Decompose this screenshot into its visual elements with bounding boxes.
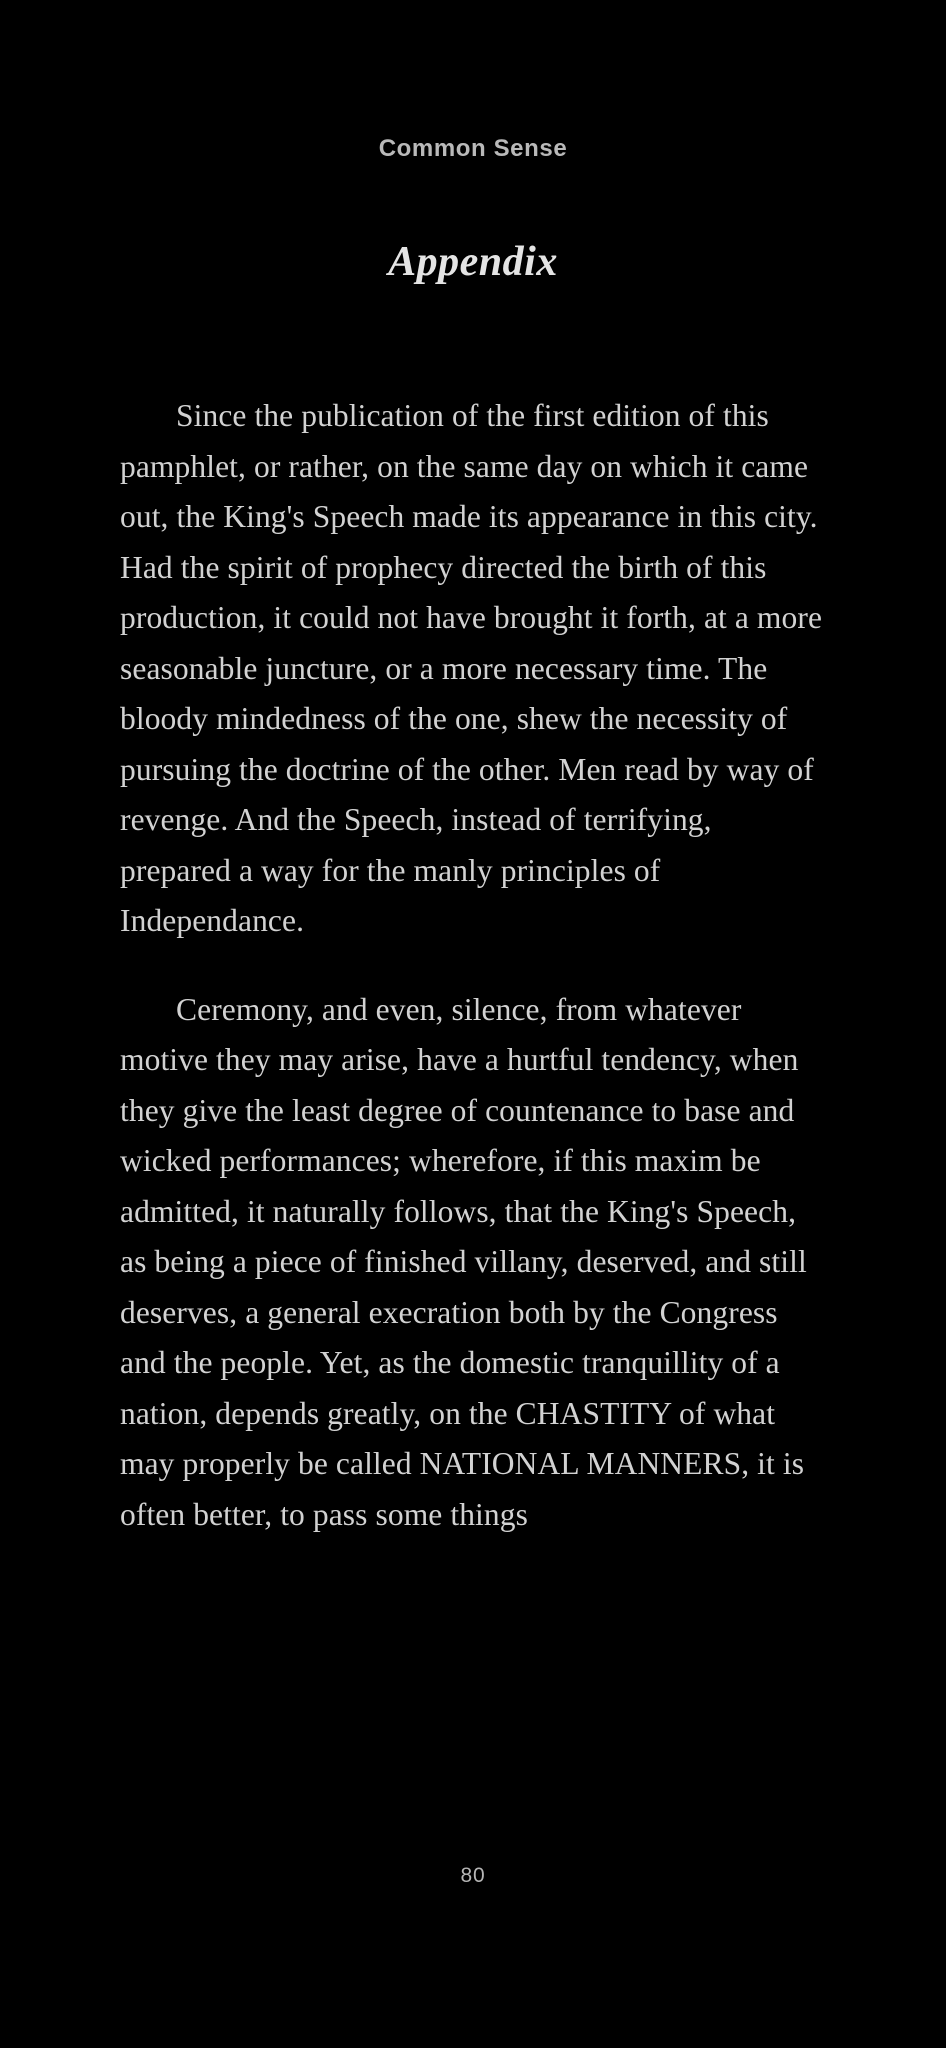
page-number: 80 [460,1864,486,1887]
running-head: Common Sense [378,135,568,162]
paragraph: Since the publication of the first edition of this pamphlet, or rather, on the same day on which it came out, the King's Speech made its appearance in this city. Had the spirit of prophecy directed the birth of this production, it could not have brought it forth, at a more seasonable juncture, or a more necessary time. The bloody mindedness of the one, shew the necessity of pursuing the doctrine of the other. Men read by way of revenge. And the Speech, instead of terrifying, prepared a way for the manly principles of Independance. [120,398,823,938]
paragraph: Ceremony, and even, silence, from whatever motive they may arise, have a hurtful tendency, when they give the least degree of countenance to base and wicked performances; wherefore, if this maxim be admitted, it naturally follows, that the King's Speech, as being a piece of finished villany, deserved, and still deserves, a general execration both by the Congress and the people. Yet, as the domestic tranquillity of a nation, depends greatly, on the CHASTITY of what may properly be called NATIONAL MANNERS, it is often better, to pass some things [120,991,807,1532]
body-text [120,391,826,1540]
chapter-title: Appendix [388,239,558,285]
